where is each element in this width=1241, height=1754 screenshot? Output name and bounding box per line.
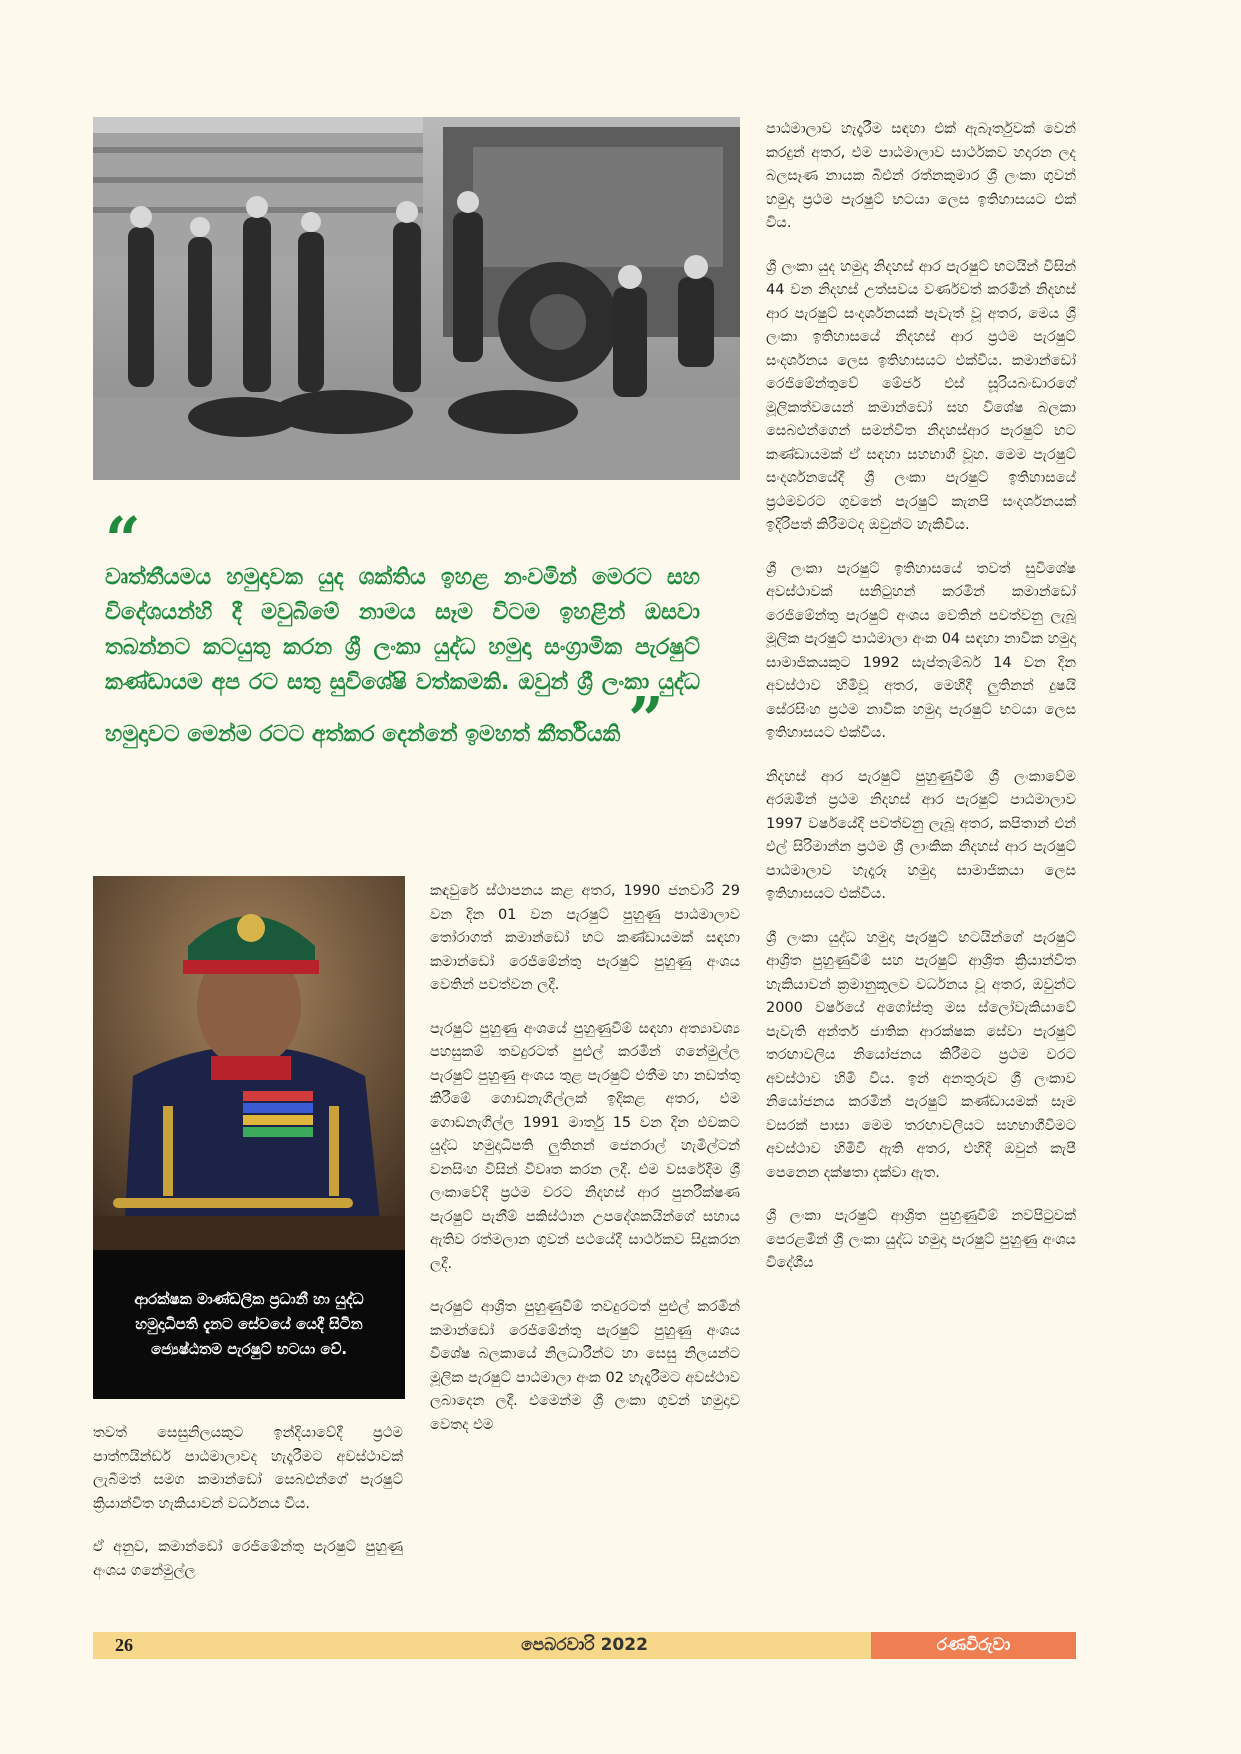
paragraph: ඒ අනුව, කමාන්ඩෝ රෙජිමේන්තු පැරෂුට් පුහුණු අංශය ගනේමුල්ල [93,1539,403,1579]
paragraph: නිදහස් ආර පැරෂුට් පුහුණුවීම් ශ්‍රී ලංකාවේම අරඹමින් ප්‍රථම නිදහස් ආර පැරෂුට් පාඨමාලාව 1997 වර්ෂයේදී පවත්වනු ලැබූ අතර, කපිතාන් එන් එල් සිරිමාන්න ප්‍රථම ශ්‍රී ලාංකික නිදහස් ආර පැරෂුට් පාඨමාලාව හැදෑරූ හමුදා සාමාජිකයා ලෙස ඉතිහාසයට එක්විය. [766,768,1076,902]
archival-photo [93,117,740,480]
paragraph: තවත් සෙසුනිලයකුට ඉන්දියාවේදී ප්‍රථම පාත්ෆයින්ඩර් පාඨමාලාවද හැදෑරීමට අවස්ථාවක් ලැබීමත් සමග කමාන්ඩෝ සෙබළුන්ගේ පැරෂුට් ක්‍රියාන්විත හැකියාවන් වර්ධනය විය. [93,1425,403,1512]
magazine-brand: රණවිරුවා [871,1632,1076,1659]
middle-column [430,880,740,1457]
page-footer [93,1632,1076,1659]
paragraph: පැරෂුට් ආශ්‍රිත පුහුණුවීම් තවදුරටත් පුළුල් කරමින් කමාන්ඩෝ රෙජිමේන්තු පැරෂුට් පුහුණු අංශය විශේෂ බලකායේ නිලධාරීන්ට හා සෙසු නිලයන්ට මූලික පැරෂුට් පාඨමාලා අංක 02 හැදෑරීමට අවස්ථාව ලබාදෙන ලදී. එමෙන්ම ශ්‍රී ලංකා ගුවන් හමුදාව වෙතද එම [430,1299,740,1433]
paragraph: පාඨමාලාව හැදෑරීම සඳහා එක් ඇබෑර්තුවක් වෙන් කරදුන් අතර, එම පාඨමාලාව සාර්ථකව හදාරන ලද බලසෑණ නායක බිළුන් රත්නකුමාර ශ්‍රී ලංකා ගුවන් හමුදා ප්‍රථම පැරෂුට් භටයා ලෙස ඉතිහාසයට එක් විය. [766,121,1076,231]
issue-date: පෙබරවාරි 2022 [521,1635,648,1655]
page-number: 26 [115,1635,133,1655]
pull-quote-text: වෘත්තීයමය හමුදාවක යුද ශක්තිය ඉහළ නංවමින් මෙරට සහ විදේශයන්හි දී මවුබිමේ නාමය සෑම විටම ඉහළින් ඔසවා තබන්නට කටයුතු කරන ශ්‍රී ලංකා යුද්ධ හමුදා සංග්‍රාමික පැරෂුට් කණ්ඩායම අප රට සතු සුවිශේෂි වත්කමකි. ඔවුන් ශ්‍රී ලංකා යුද්ධ හමුදාවට මෙන්ම රටට අත්කර දෙන්නේ ඉමහත් කීර්තියකි [105,565,700,747]
paragraph: ශ්‍රී ලංකා පැරෂුට් ආශ්‍රිත පුහුණුවීම් නවපිටුවක් පෙරළමින් ශ්‍රී ලංකා යුද්ධ හමුදා පැරෂුට් පුහුණු අංශය විදේශීය [766,1208,1076,1271]
photo-caption: ආරක්ෂක මාණ්ඩලික ප්‍රධානී හා යුද්ධ හමුදාධිපති දැනට සේවයේ යෙදී සිටින ජ්‍යෙෂ්ඨතම පැරෂුට් භටයා වේ. [93,1250,405,1399]
pull-quote [105,503,700,756]
paragraph: ශ්‍රී ලංකා යුද හමුදා නිදහස් ආර පැරෂුට් භටයින් විසින් 44 වන නිදහස් උත්සවය වර්ණවත් කරමින් නිදහස් ආර පැරෂුට් සංදර්ශනයක් පැවැත් වූ අතර, මෙය ශ්‍රී ලංකා ඉතිහාසයේ නිදහස් ආර ප්‍රථම පැරෂුට් සංදර්ශනය ලෙස ඉතිහාසයට එක්විය. කමාන්ඩෝ රෙජිමේන්තුවේ මේජර් එස් සූරියබංඩාරගේ මූලිකත්වයෙන් කමාන්ඩෝ සහ විශේෂ බලකා සෙබළුන්ගෙන් සමන්විත නිදහස්ආර පැරෂුට් භට කණ්ඩායමක් ඒ සඳහා සහභාගී වූහ. මෙම පැරෂුට් සංදර්ශනයේදී ශ්‍රී ලංකා පැරෂුට් ඉතිහාසයේ ප්‍රථමවරට ගුවනේ පැරෂුට් කැනපි සංදර්ශනයක් ඉදිරිපත් කිරීමටද ඔවුන්ට හැකිවිය. [766,258,1076,533]
officer-portrait-photo [93,876,405,1250]
close-quote-mark: ” [628,683,664,756]
paragraph: ශ්‍රී ලංකා යුද්ධ හමුදා පැරෂුට් භටයින්ගේ පැරෂුට් ආශ්‍රිත පුහුණුවීම් සහ පැරෂුට් ආශ්‍රිත ක්‍රියාන්විත හැකියාවන් ක්‍රමානුකූලව වර්ධනය වූ අතර, ඔවුන්ට 2000 වර්ෂයේ අගෝස්තු මස ස්ලෝවැකියාවේ පැවැති අන්තර් ජාතික ආරක්ෂක සේවා පැරෂුට් තරඟාවලිය නියෝජනය කිරීමට ප්‍රථම වරට අවස්ථාව හිමි විය. ඉන් අනතුරුව ශ්‍රී ලංකාව නියෝජනය කරමින් පැරෂුට් කණ්ඩායමක් සෑම වසරක් පාසා මෙම තරඟාවලියට සහභාගීවීමට අවස්ථාව හිමිවී ඇති අතර, එහිදී ඔවුන් කැපී පෙනෙන දක්ෂතා දක්වා ඇත. [766,929,1076,1181]
left-column [93,1422,403,1603]
open-quote-mark: “ [105,503,141,576]
paragraph: ශ්‍රී ලංකා පැරෂුට් ඉතිහාසයේ තවත් සුවිශේෂ අවස්ථාවක් සනිටුහන් කරමින් කමාන්ඩෝ රෙජිමේන්තු පැරෂුට් අංශය වෙතින් පවත්වනු ලැබූ මූලික පැරෂුට් පාඨමාලා අංක 04 සඳහා නාවික හමුදා සාමාජිකයකුට 1992 සැප්තැම්බර් 14 වන දින අවස්ථාව හිමිවූ අතර, මෙහිදී ලුතිනන් දුෂයි සේරසිංහ ප්‍රථම නාවික හමුදා පැරෂුට් භටයා ලෙස ඉතිහාසයට එක්විය. [766,560,1076,741]
officer-portrait-icon [93,876,405,1250]
archival-paratroopers-photo-icon [93,117,740,480]
paragraph: කඳවුරේ ස්ථාපනය කළ අතර, 1990 ජනවාරි 29 වන දින 01 වන පැරෂුට් පුහුණු පාඨමාලාව තෝරාගත් කමාන්ඩෝ භට කණ්ඩායමක් සඳහා කමාන්ඩෝ රෙජිමේන්තු පැරෂුට් පුහුණු අංශය වෙතින් පවත්වන ලදී. [430,883,740,993]
paragraph: පැරෂුට් පුහුණු අංශයේ පුහුණුවීම් සඳහා අත්‍යාවශ්‍ය පහසුකම් තවදුරටත් පුළුල් කරමින් ගනේමුල්ල පැරෂුට් පුහුණු අංශය තුළ පැරෂුට් එතීම හා නඩත්තු කිරීමේ ගොඩනැගිල්ලක් ඉදිකළ අතර, එම ගොඩනැගිල්ල 1991 මාර්තු 15 වන දින එවකට යුද්ධ හමුදාධිපති ලුතිනන් ජෙනරාල් හැමිල්ටන් වනසිංහ විසින් විවෘත කරන ලදී. එම වසරේදීම ශ්‍රී ලංකාවේදී ප්‍රථම වරට නිදහස් ආර පුනරීක්ෂණ පැරෂුට් පැනීම් පකිස්ථාන උපදේශකයින්ගේ සහාය ඇතිව රත්මලාන ගුවන් පථයේදී සාර්ථකව සිදුකරන ලදී. [430,1020,740,1272]
right-column [766,118,1076,1296]
